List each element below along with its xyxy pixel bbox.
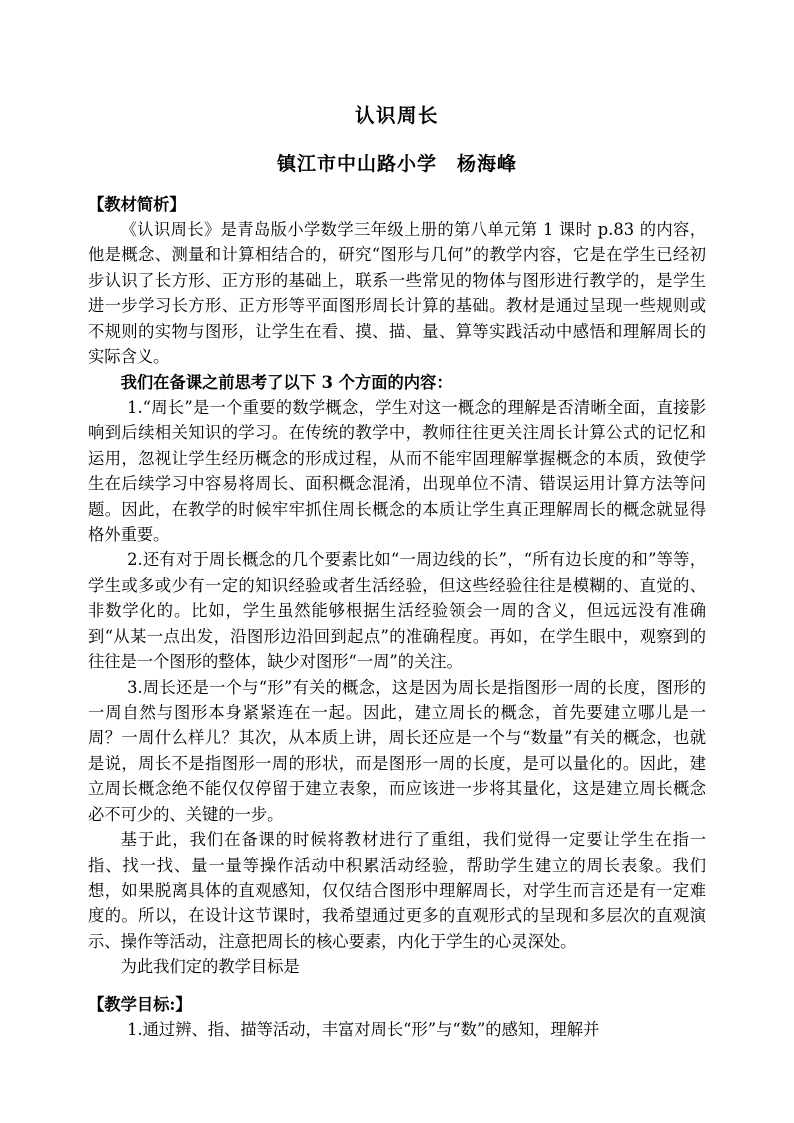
paragraph-point-three: 3.周长还是一个与“形”有关的概念，这是因为周长是指图形一周的长度，图形的一周自然与图形本身紧紧连在一起。因此，建立周长的概念，首先要建立哪儿是一周？一周什么样儿？其次，从本质上讲，周长还应是一个与“数量”有关的概念，也就是说，周长不是指图形一周的形状，而是图形一周的长度，是可以量化的。因此，建立周长概念绝不能仅仅停留于建立表象，而应该进一步将其量化，这是建立周长概念必不可少的、关键的一步。 <box>88 677 706 824</box>
heading-teaching-goals: 【教学目标:】 <box>88 994 192 1014</box>
paragraph-point-two: 2.还有对于周长概念的几个要素比如“一周边线的长”，“所有边长度的和”等等，学生或多或少有一定的知识经验或者生活经验，但这些经验往往是模糊的、直觉的、非数学化的。比如，学生虽然能够根据生活经验领会一周的含义，但远远没有准确到“从某一点出发，沿图形边沿回到起点”的准确程度。再如，在学生眼中，观察到的往往是一个图形的整体，缺少对图形“一周”的关注。 <box>88 550 706 672</box>
heading-preparation-thoughts: 我们在备课之前思考了以下 3 个方面的内容： <box>120 372 453 392</box>
paragraph-material-regroup: 基于此，我们在备课的时候将教材进行了重组，我们觉得一定要让学生在指一指、找一找、量一量等操作活动中积累活动经验，帮助学生建立的周长表象。我们想，如果脱离具体的直观感知，仅仅结合图形中理解周长，对学生而言还是有一定难度的。所以，在设计这节课时，我希望通过更多的直观形式的呈现和多层次的直观演示、操作等活动，注意把周长的核心要素，内化于学生的心灵深处。 <box>88 830 706 951</box>
heading-textbook-analysis: 【教材简析】 <box>88 194 186 214</box>
paragraph-point-one: 1.“周长”是一个重要的数学概念，学生对这一概念的理解是否清晰全面，直接影响到后续相关知识的学习。在传统的教学中，教师往往更关注周长计算公式的记忆和运用，忽视让学生经历概念的形成过程，从而不能牢固理解掌握概念的本质，致使学生在后续学习中容易将周长、面积概念混淆，出现单位不清、错误运用计算方法等问题。因此，在教学的时候牢牢抓住周长概念的本质让学生真正理解周长的概念就显得格外重要。 <box>88 397 706 545</box>
document-subtitle-author: 镇江市中山路小学 杨海峰 <box>276 153 517 176</box>
paragraph-goal-lead: 为此我们定的教学目标是 <box>120 957 300 977</box>
paragraph-intro: 《认识周长》是青岛版小学数学三年级上册的第八单元第 1 课时 p.83 的内容，他是概念、测量和计算相结合的，研究“图形与几何”的教学内容，它是在学生已经初步认识了长方形、正方形的基础上，联系一些常见的物体与图形进行教学的，是学生进一步学习长方形、正方形等平面图形周长计算的基础。教材是通过呈现一些规则或不规则的实物与图形，让学生在看、摸、描、量、算等实践活动中感悟和理解周长的实际含义。 <box>88 220 706 367</box>
page-title: 认识周长 <box>354 104 439 127</box>
paragraph-goal-one: 1.通过辨、指、描等活动，丰富对周长“形”与“数”的感知，理解并 <box>127 1020 600 1040</box>
